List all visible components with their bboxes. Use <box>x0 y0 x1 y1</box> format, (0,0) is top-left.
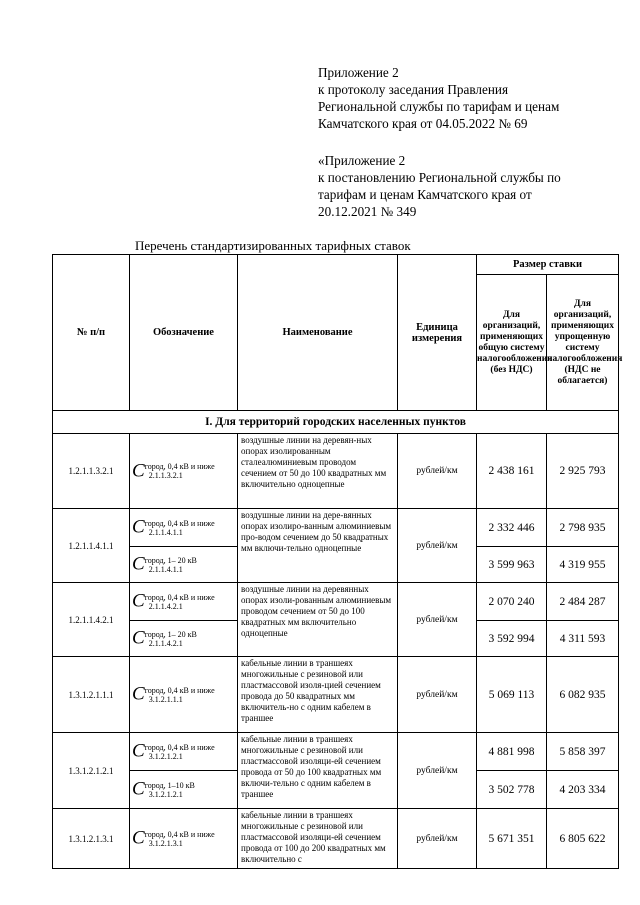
tariff-symbol <box>130 583 238 621</box>
rate-general-value: 3 599 963 <box>477 547 547 583</box>
row-unit: рублей/км <box>398 809 477 869</box>
symbol-superscript: город, 0,4 кВ и ниже <box>144 829 215 839</box>
row-description: кабельные линии в траншеях многожильные с резиновой или пластмассовой изоля-цией сечением провода до 50 квадратных мм включитель-но с одним кабелем в траншее <box>238 657 398 733</box>
symbol-letter: C <box>132 740 145 762</box>
column-header-number: № п/п <box>53 255 130 411</box>
rate-simplified-value: 2 798 935 <box>547 509 619 547</box>
rate-simplified-value: 6 805 622 <box>547 809 619 869</box>
column-header-rate-simplified: Для организаций, применяющих упрощенную систему налогообложения (НДС не облагается) <box>547 275 619 411</box>
tariff-symbol <box>130 733 238 771</box>
rate-simplified-value: 4 203 334 <box>547 771 619 809</box>
tariff-symbol <box>130 657 238 733</box>
row-unit: рублей/км <box>398 434 477 509</box>
symbol-subscript: 2.1.1.4.2.1 <box>148 601 183 611</box>
tariff-symbol <box>130 621 238 657</box>
rate-general-value: 5 671 351 <box>477 809 547 869</box>
rate-simplified-value: 2 484 287 <box>547 583 619 621</box>
rate-simplified-value: 4 319 955 <box>547 547 619 583</box>
rate-simplified-value: 2 925 793 <box>547 434 619 509</box>
table-row <box>53 509 619 547</box>
symbol-subscript: 2.1.1.4.2.1 <box>148 638 183 648</box>
rate-general-value: 2 438 161 <box>477 434 547 509</box>
header-line: «Приложение 2 <box>318 153 406 168</box>
header-line: 20.12.2021 № 349 <box>318 204 417 219</box>
column-header-rate-group: Размер ставки <box>477 255 619 275</box>
symbol-subscript: 3.1.2.1.2.1 <box>148 751 183 761</box>
header-line: к постановлению Региональной службы по <box>318 170 561 185</box>
tariff-symbol <box>130 547 238 583</box>
tariff-symbol <box>130 771 238 809</box>
row-unit: рублей/км <box>398 733 477 809</box>
symbol-superscript: город, 1– 20 кВ <box>144 629 197 639</box>
symbol-subscript: 2.1.1.3.2.1 <box>148 471 183 481</box>
rate-general-value: 3 502 778 <box>477 771 547 809</box>
symbol-letter: C <box>132 553 145 575</box>
rate-simplified-value: 4 311 593 <box>547 621 619 657</box>
rate-general-value: 2 332 446 <box>477 509 547 547</box>
symbol-subscript: 3.1.2.1.1.1 <box>148 694 183 704</box>
symbol-superscript: город, 0,4 кВ и ниже <box>144 742 215 752</box>
row-unit: рублей/км <box>398 657 477 733</box>
rate-simplified-value: 5 858 397 <box>547 733 619 771</box>
column-header-unit: Единица измерения <box>398 255 477 411</box>
row-number: 1.3.1.2.1.3.1 <box>53 809 130 869</box>
header-line: тарифам и ценам Камчатского края от <box>318 187 532 202</box>
symbol-letter: C <box>132 627 145 649</box>
rate-simplified-value: 6 082 935 <box>547 657 619 733</box>
row-description: воздушные линии на деревянных опорах изоли-рованным алюминиевым проводом сечением от 50 до 100 квадратных мм включительно одноцепные <box>238 583 398 657</box>
symbol-letter: C <box>132 683 145 705</box>
symbol-superscript: город, 0,4 кВ и ниже <box>144 685 215 695</box>
symbol-letter: C <box>132 778 145 800</box>
symbol-superscript: город, 0,4 кВ и ниже <box>144 518 215 528</box>
tariff-symbol <box>130 434 238 509</box>
table-row <box>53 733 619 771</box>
symbol-subscript: 3.1.2.1.2.1 <box>148 789 183 799</box>
symbol-superscript: город, 0,4 кВ и ниже <box>144 462 215 472</box>
column-header-designation: Обозначение <box>130 255 238 411</box>
header-appendix-protocol <box>318 64 618 132</box>
header-appendix-resolution <box>318 152 618 220</box>
tariff-table <box>52 254 623 869</box>
row-description: воздушные линии на деревян-ных опорах изолированным сталеалюминиевым проводом сечением от 50 до 100 квадратных мм включительно одноцепные <box>238 434 398 509</box>
row-number: 1.2.1.1.4.2.1 <box>53 583 130 657</box>
row-description: кабельные линии в траншеях многожильные с резиновой или пластмассовой изоляци-ей сечением провода от 50 до 100 квадратных мм включи-тельно с одним кабелем в траншее <box>238 733 398 809</box>
column-header-name: Наименование <box>238 255 398 411</box>
header-line: к протоколу заседания Правления <box>318 82 509 97</box>
row-unit: рублей/км <box>398 583 477 657</box>
symbol-superscript: город, 0,4 кВ и ниже <box>144 592 215 602</box>
symbol-letter: C <box>132 827 145 849</box>
symbol-letter: C <box>132 590 145 612</box>
table-row <box>53 583 619 621</box>
tariff-symbol <box>130 809 238 869</box>
row-number: 1.3.1.2.1.2.1 <box>53 733 130 809</box>
section-heading: I. Для территорий городских населенных пунктов <box>53 411 619 434</box>
rate-general-value: 3 592 994 <box>477 621 547 657</box>
row-number: 1.2.1.1.3.2.1 <box>53 434 130 509</box>
header-line: Приложение 2 <box>318 65 399 80</box>
symbol-letter: C <box>132 516 145 538</box>
symbol-superscript: город, 1– 20 кВ <box>144 555 197 565</box>
table-row <box>53 657 619 733</box>
symbol-letter: C <box>132 460 145 482</box>
table-row <box>53 434 619 509</box>
row-description: кабельные линии в траншеях многожильные с резиновой или пластмассовой изоляци-ей сечением провода от 100 до 200 квадратных мм включительно с <box>238 809 398 869</box>
row-number: 1.3.1.2.1.1.1 <box>53 657 130 733</box>
tariff-symbol <box>130 509 238 547</box>
row-unit: рублей/км <box>398 509 477 583</box>
symbol-superscript: город, 1–10 кВ <box>144 780 195 790</box>
column-header-rate-general: Для организаций, применяющих общую систему налогообложения (без НДС) <box>477 275 547 411</box>
row-description: воздушные линии на дере-вянных опорах изолиро-ванным алюминиевым про-водом сечением до 50 квадратных мм включи-тельно одноцепные <box>238 509 398 583</box>
table-row <box>53 809 619 869</box>
rate-general-value: 5 069 113 <box>477 657 547 733</box>
row-number: 1.2.1.1.4.1.1 <box>53 509 130 583</box>
symbol-subscript: 3.1.2.1.3.1 <box>148 838 183 848</box>
symbol-subscript: 2.1.1.4.1.1 <box>148 527 183 537</box>
rate-general-value: 2 070 240 <box>477 583 547 621</box>
header-line: Камчатского края от 04.05.2022 № 69 <box>318 116 528 131</box>
table-title: Перечень стандартизированных тарифных ставок <box>135 238 411 253</box>
rate-general-value: 4 881 998 <box>477 733 547 771</box>
symbol-subscript: 2.1.1.4.1.1 <box>148 564 183 574</box>
header-line: Региональной службы по тарифам и ценам <box>318 99 560 114</box>
